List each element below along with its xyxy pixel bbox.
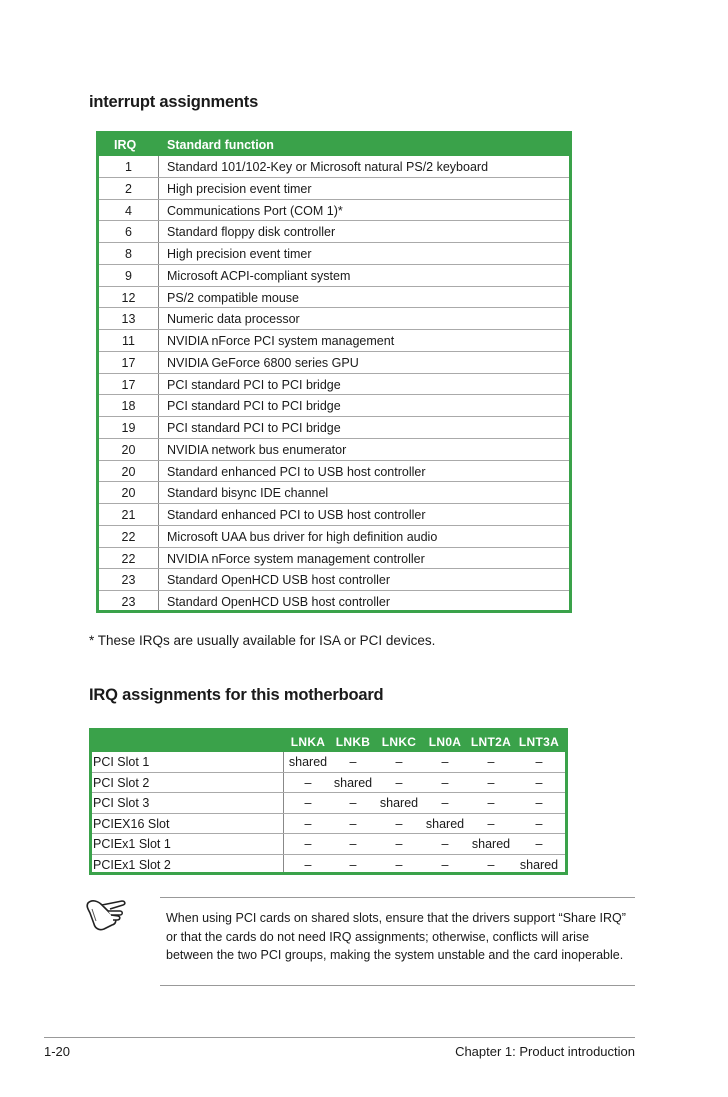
irq-number: 11 [122,334,135,348]
slot-name: PCIEX16 Slot [93,816,170,831]
slot-cell: – [441,796,449,810]
slot-name: PCI Slot 1 [93,755,150,769]
chapter-title: Chapter 1: Product introduction [455,1044,635,1059]
irq-number: 2 [125,181,132,196]
irq-number: 20 [121,486,136,501]
irq-function: High precision event timer [167,181,312,196]
slot-table [89,728,568,875]
irq-number: 1 [125,160,132,174]
irq-number: 22 [121,551,136,566]
table-row [99,308,569,330]
header-function: Standard function [167,138,274,152]
table-row [92,752,565,773]
table-row [92,834,565,855]
table-row [99,243,569,265]
irq-function: PS/2 compatible mouse [167,290,300,305]
slot-cell: – [535,775,543,790]
slot-cell: – [535,837,543,851]
table-row [99,569,569,591]
slot-cell: shared [379,796,419,810]
slot-cell: – [395,775,403,790]
slot-name: PCI Slot 2 [93,775,150,790]
table-row [99,265,569,287]
irq-function: PCI standard PCI to PCI bridge [167,377,341,392]
irq-number: 12 [121,290,136,305]
slot-cell: – [349,857,357,872]
irq-number: 22 [121,529,136,544]
slot-cell: – [487,775,495,790]
irq-number: 8 [125,247,132,261]
slot-cell: – [487,796,495,810]
slot-table-body [92,752,565,875]
irq-number: 18 [121,399,136,414]
slot-cell: – [535,755,543,769]
slot-cell: shared [471,837,511,851]
pointing-hand-icon [84,895,128,935]
irq-number: 20 [121,442,136,457]
irq-number: 13 [121,312,136,327]
slot-column-header: LNKA [290,735,326,749]
slot-cell: – [349,796,357,810]
irq-function: High precision event timer [167,247,312,261]
table-row [92,814,565,835]
irq-function: Communications Port (COM 1)* [167,203,343,218]
table-row [92,855,565,876]
table-row [99,504,569,526]
irq-function: Standard bisync IDE channel [167,486,329,501]
irq-table-body [99,156,569,613]
slot-column-header: LNKC [381,735,417,749]
slot-cell: – [395,857,403,872]
header-irq: IRQ [114,138,137,152]
irq-number: 21 [121,508,136,522]
table-row [99,178,569,200]
irq-number: 23 [121,595,136,609]
irq-number: 9 [125,268,132,283]
irq-function: Standard enhanced PCI to USB host controller [167,508,426,522]
slot-table-header [92,731,565,752]
irq-function: Standard 101/102-Key or Microsoft natural PS/2 keyboard [167,160,489,174]
slot-cell: – [349,816,357,831]
irq-function: Microsoft UAA bus driver for high definition audio [167,529,438,544]
slot-cell: – [535,816,543,831]
slot-cell: – [349,837,357,851]
slot-cell: – [441,837,449,851]
slot-column-header: LNT3A [518,735,560,749]
slot-cell: – [304,775,312,790]
footnote: * These IRQs are usually available for ISA or PCI devices. [89,633,436,648]
irq-function: Standard enhanced PCI to USB host controller [167,464,426,479]
slot-column-header: LN0A [428,735,462,749]
slot-cell: – [304,796,312,810]
slot-cell: – [349,755,357,769]
irq-function: PCI standard PCI to PCI bridge [167,399,341,414]
table-row [99,330,569,352]
table-row [99,374,569,396]
irq-number: 17 [121,355,136,370]
table-row [99,395,569,417]
table-row [99,461,569,483]
slot-cell: – [395,755,403,769]
table-row [99,591,569,613]
irq-number: 20 [121,464,136,479]
irq-number: 23 [121,573,136,588]
slot-cell: – [487,816,495,831]
slot-cell: – [395,816,403,831]
irq-table [96,131,572,613]
table-row [92,793,565,814]
slot-cell: – [535,796,543,810]
slot-cell: – [304,857,312,872]
slot-cell: – [487,857,495,872]
slot-cell: – [304,816,312,831]
table-row [99,287,569,309]
table-row [99,548,569,570]
note-divider [160,897,635,898]
table-row [99,439,569,461]
slot-column-header: LNT2A [470,735,512,749]
footer-divider [44,1037,635,1038]
irq-number: 4 [125,203,132,218]
table-row [99,526,569,548]
irq-function: NVIDIA nForce PCI system management [167,334,395,348]
irq-function: Standard floppy disk controller [167,225,336,240]
irq-function: Standard OpenHCD USB host controller [167,595,391,609]
slot-cell: shared [425,816,465,831]
irq-function: Microsoft ACPI-compliant system [167,268,351,283]
table-row [99,156,569,178]
table-row [99,482,569,504]
slot-cell: shared [519,857,559,872]
note-text: When using PCI cards on shared slots, ensure that the drivers support “Share IRQ” or that the cards do not need IRQ assignments; otherwise, conflicts will arise between the two PCI groups, making the system unstable and the card inoperable. [166,911,626,962]
slot-name: PCI Slot 3 [93,796,150,810]
slot-cell: – [487,755,495,769]
slot-cell: – [441,775,449,790]
table-row [92,773,565,794]
slot-cell: shared [288,755,328,769]
slot-column-header: LNKB [335,735,371,749]
table-row [99,221,569,243]
irq-number: 17 [121,377,136,392]
slot-cell: – [395,837,403,851]
irq-function: NVIDIA nForce system management controller [167,551,425,566]
irq-function: Standard OpenHCD USB host controller [167,573,391,588]
irq-table-header [99,134,569,156]
irq-function: NVIDIA GeForce 6800 series GPU [167,355,359,370]
slot-cell: – [441,755,449,769]
irq-function: PCI standard PCI to PCI bridge [167,421,341,435]
slot-name: PCIEx1 Slot 1 [93,837,171,851]
slot-name: PCIEx1 Slot 2 [93,857,171,872]
page-number: 1-20 [44,1044,71,1059]
slot-cell: shared [333,775,373,790]
table-row [99,352,569,374]
slot-cell: – [304,837,312,851]
note-divider [160,985,635,986]
slot-section-title: IRQ assignments for this motherboard [89,686,384,704]
irq-number: 6 [125,225,132,240]
irq-number: 19 [121,421,136,435]
table-row [99,417,569,439]
irq-function: NVIDIA network bus enumerator [167,442,347,457]
irq-function: Numeric data processor [167,312,300,327]
section-title: interrupt assignments [89,93,259,111]
slot-cell: – [441,857,449,872]
table-row [99,200,569,222]
